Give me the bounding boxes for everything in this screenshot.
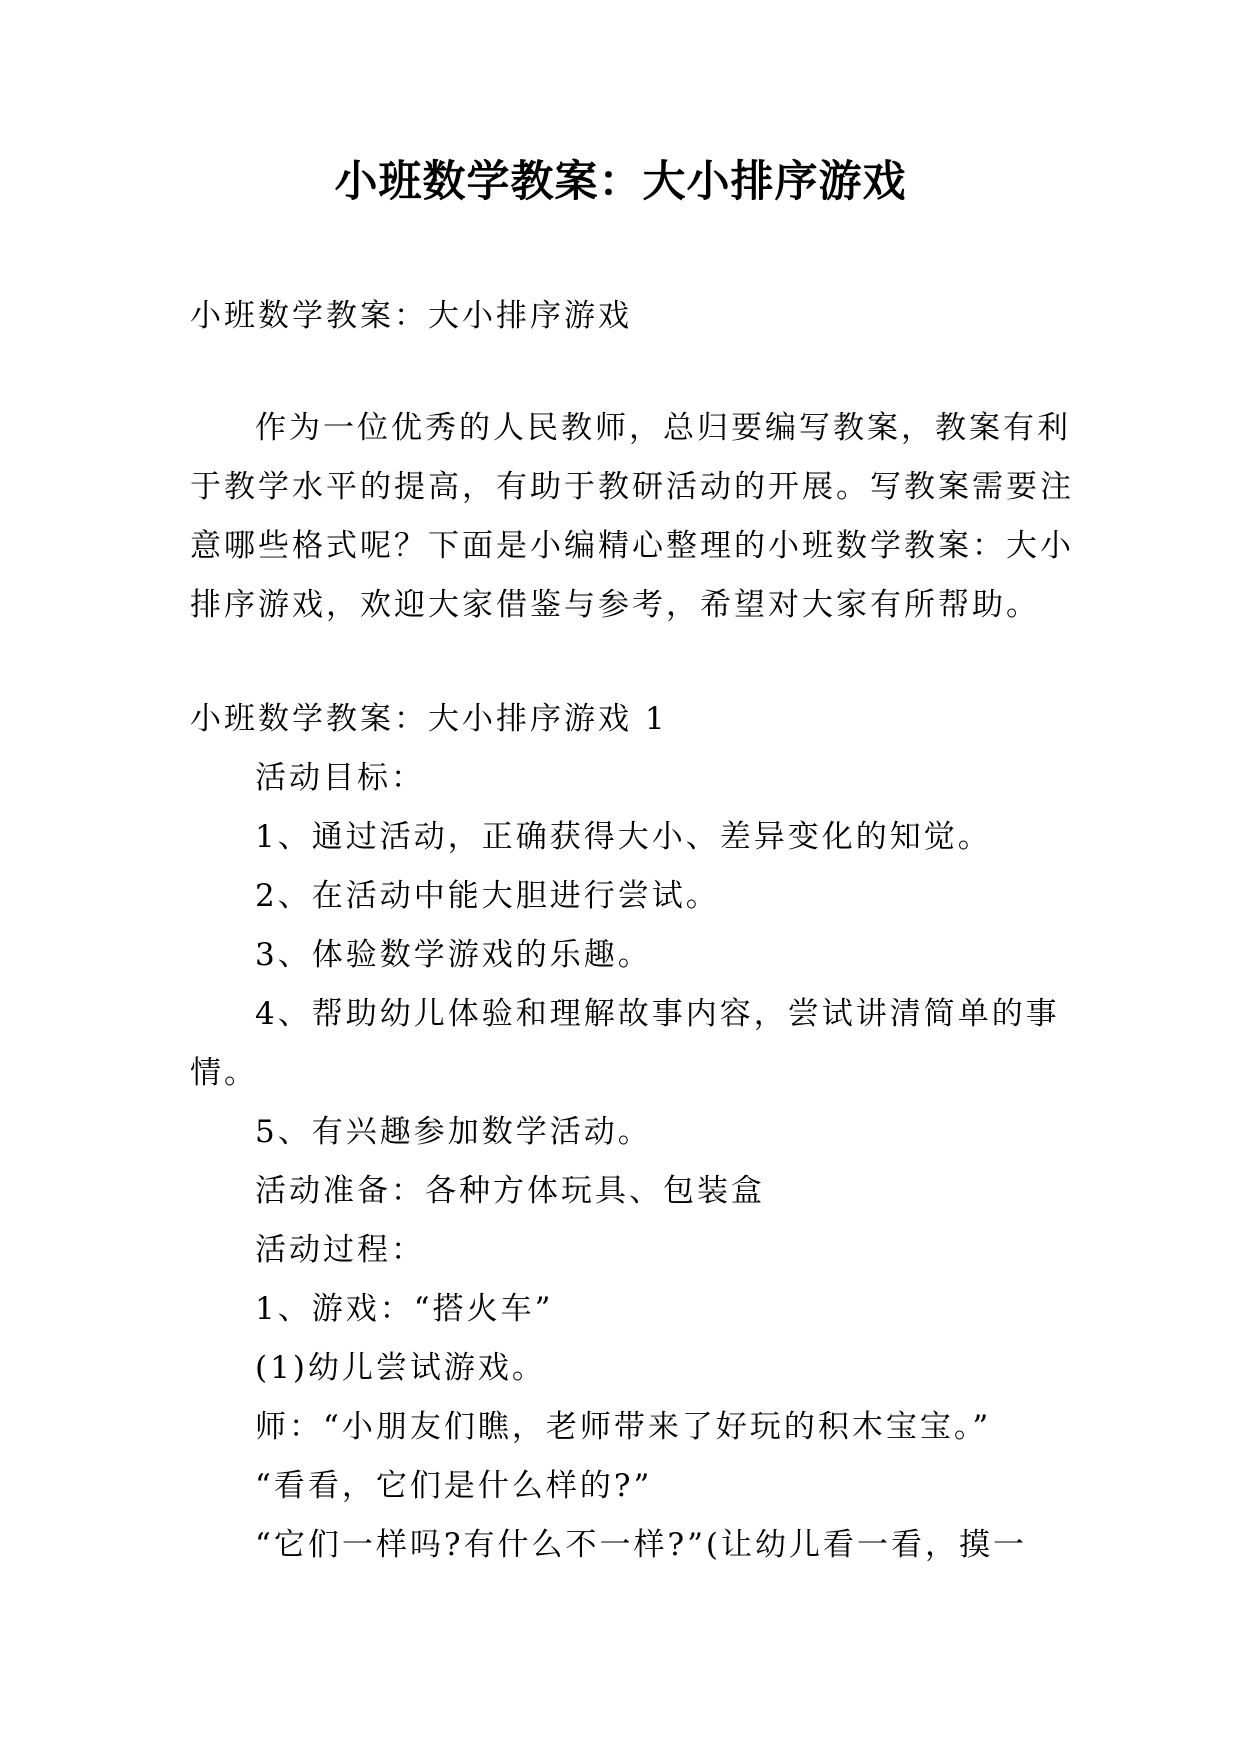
goals-heading: 活动目标：	[255, 760, 425, 796]
process-item: 1、游戏：“搭火车”	[255, 1291, 554, 1327]
process-item: “它们一样吗?有什么不一样?”(让幼儿看一看，摸一	[255, 1527, 1028, 1563]
goal-item: 3、体验数学游戏的乐趣。	[255, 937, 652, 973]
section-title: 小班数学教案：大小排序游戏 1	[190, 701, 668, 737]
intro-line: 于教学水平的提高，有助于教研活动的开展。写教案需要注	[190, 469, 1074, 505]
process-item: (1)幼儿尝试游戏。	[255, 1350, 546, 1386]
intro-line: 排序游戏，欢迎大家借鉴与参考，希望对大家有所帮助。	[190, 587, 1040, 623]
goal-item-continuation: 情。	[190, 1055, 258, 1091]
goal-item: 2、在活动中能大胆进行尝试。	[255, 878, 720, 914]
intro-line: 作为一位优秀的人民教师，总归要编写教案，教案有利	[255, 410, 1071, 446]
goal-item: 5、有兴趣参加数学活动。	[255, 1114, 652, 1150]
document-title: 小班数学教案：大小排序游戏	[334, 157, 907, 207]
document-subtitle: 小班数学教案：大小排序游戏	[190, 298, 632, 334]
preparation-line: 活动准备：各种方体玩具、包装盒	[255, 1173, 765, 1209]
goal-item: 1、通过活动，正确获得大小、差异变化的知觉。	[255, 819, 992, 855]
process-item: “看看，它们是什么样的?”	[255, 1468, 653, 1504]
process-item: 师：“小朋友们瞧，老师带来了好玩的积木宝宝。”	[255, 1409, 992, 1445]
intro-line: 意哪些格式呢？下面是小编精心整理的小班数学教案：大小	[190, 528, 1074, 564]
process-heading: 活动过程：	[255, 1232, 425, 1268]
goal-item: 4、帮助幼儿体验和理解故事内容，尝试讲清简单的事	[255, 996, 1060, 1032]
